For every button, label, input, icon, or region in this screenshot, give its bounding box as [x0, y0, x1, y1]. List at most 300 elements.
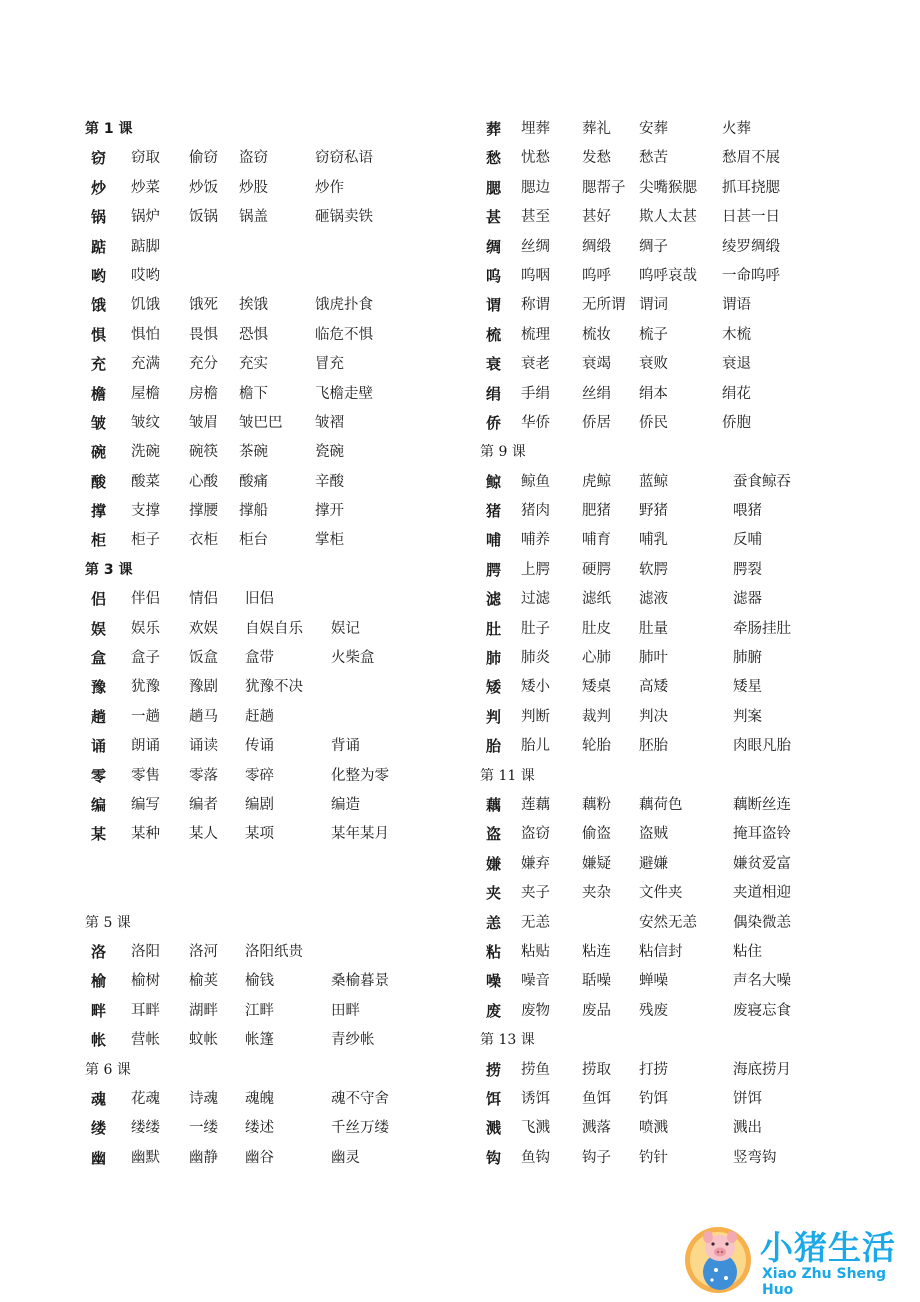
vocab-word: 文件夹 [639, 885, 683, 902]
vocab-word: 炒菜 [131, 179, 160, 196]
vocab-character: 判 [486, 707, 502, 726]
vocab-word: 盗窃 [521, 826, 550, 843]
vocab-row [85, 174, 465, 203]
vocab-word: 腮边 [521, 179, 550, 196]
vocab-word: 发愁 [582, 150, 611, 167]
vocab-word: 千丝万缕 [331, 1120, 389, 1137]
vocab-word: 窃窃私语 [315, 150, 373, 167]
vocab-word: 上腭 [521, 561, 550, 578]
vocab-word: 偶染微恙 [733, 914, 791, 931]
vocab-word: 榆树 [131, 973, 160, 990]
vocab-word: 粘信封 [639, 943, 683, 960]
vocab-word: 判决 [639, 708, 668, 725]
vocab-word: 裁判 [582, 708, 611, 725]
vocab-row [85, 144, 465, 173]
vocab-word: 某人 [189, 826, 218, 843]
vocab-word: 肺腑 [733, 650, 762, 667]
vocab-word: 柜子 [131, 532, 160, 549]
vocab-word: 洛阳纸贵 [245, 943, 303, 960]
lesson-title: 第 5 课 [85, 914, 131, 931]
vocab-word: 硬腭 [582, 561, 611, 578]
vocab-row [85, 321, 465, 350]
vocab-word: 柜台 [239, 532, 268, 549]
vocab-character: 钩 [486, 1148, 502, 1167]
vocab-character: 幽 [91, 1148, 107, 1167]
vocab-word: 某项 [245, 826, 274, 843]
vocab-word: 滤液 [639, 591, 668, 608]
vocab-row [480, 526, 880, 555]
vocab-word: 粘连 [582, 943, 611, 960]
vocab-word: 木梳 [722, 326, 751, 343]
vocab-word: 窃取 [131, 150, 160, 167]
vocab-word: 犹豫 [131, 679, 160, 696]
vocab-word: 钓针 [639, 1149, 668, 1166]
vocab-word: 无恙 [521, 914, 550, 931]
vocab-character: 衰 [486, 355, 502, 374]
vocab-word: 掩耳盗铃 [733, 826, 791, 843]
vocab-word: 江畔 [245, 1002, 274, 1019]
vocab-word: 田畔 [331, 1002, 360, 1019]
vocab-word: 鱼饵 [582, 1090, 611, 1107]
vocab-row [480, 1114, 880, 1143]
vocab-row [480, 1056, 880, 1085]
vocab-word: 房檐 [189, 385, 218, 402]
vocab-word: 偷窃 [189, 150, 218, 167]
vocab-word: 旧侣 [245, 591, 274, 608]
vocab-word: 皱巴巴 [239, 414, 283, 431]
vocab-word: 夹子 [521, 885, 550, 902]
vocab-character: 柜 [91, 531, 107, 550]
vocab-word: 编者 [189, 796, 218, 813]
vocab-word: 呜咽 [521, 267, 550, 284]
lesson-title: 第 1 课 [85, 121, 133, 137]
vocab-word: 腮帮子 [582, 179, 626, 196]
vocab-row [85, 762, 465, 791]
vocab-word: 踮脚 [131, 238, 160, 255]
vocab-word: 皱褶 [315, 414, 344, 431]
vocab-character: 粘 [486, 942, 502, 961]
vocab-word: 茶碗 [239, 444, 268, 461]
vocab-word: 诱饵 [521, 1090, 550, 1107]
vocab-word: 挨饿 [239, 297, 268, 314]
vocab-word: 抓耳挠腮 [722, 179, 780, 196]
vocab-character: 编 [91, 795, 107, 814]
vocab-word: 欺人太甚 [639, 209, 697, 226]
vocab-word: 肉眼凡胎 [733, 738, 791, 755]
vocab-row [480, 909, 880, 938]
vocab-word: 莲藕 [521, 796, 550, 813]
vocab-character: 榆 [91, 972, 107, 991]
vocab-row [85, 1026, 465, 1055]
vocab-character: 洛 [91, 942, 107, 961]
vocab-row [480, 174, 880, 203]
vocab-word: 幽谷 [245, 1149, 274, 1166]
vocab-word: 湖畔 [189, 1002, 218, 1019]
vocab-word: 判断 [521, 708, 550, 725]
vocab-character: 哟 [91, 266, 107, 285]
section-gap [85, 850, 465, 909]
vocab-character: 腭 [486, 560, 502, 579]
vocab-word: 洛阳 [131, 943, 160, 960]
vocab-word: 甚至 [521, 209, 550, 226]
vocab-word: 绢花 [722, 385, 751, 402]
vocab-word: 腭裂 [733, 561, 762, 578]
vocab-row [85, 732, 465, 761]
vocab-word: 衰竭 [582, 356, 611, 373]
vocab-character: 侣 [91, 590, 107, 609]
vocab-character: 滤 [486, 590, 502, 609]
pig-mascot-icon [682, 1220, 754, 1296]
vocab-row [480, 791, 880, 820]
vocab-word: 碗筷 [189, 444, 218, 461]
vocab-word: 海底捞月 [733, 1061, 791, 1078]
vocab-word: 砸锅卖铁 [315, 209, 373, 226]
vocab-row [85, 262, 465, 291]
vocab-word: 肚量 [639, 620, 668, 637]
vocab-word: 高矮 [639, 679, 668, 696]
vocab-row [480, 380, 880, 409]
vocab-word: 辛酸 [315, 473, 344, 490]
vocab-character: 侨 [486, 413, 502, 432]
vocab-row [480, 997, 880, 1026]
vocab-word: 趟马 [189, 708, 218, 725]
vocab-word: 尖嘴猴腮 [639, 179, 697, 196]
vocab-word: 畏惧 [189, 326, 218, 343]
vocab-word: 谓语 [722, 297, 751, 314]
vocab-word: 粘住 [733, 943, 762, 960]
vocab-character: 盒 [91, 649, 107, 668]
vocab-character: 绸 [486, 237, 502, 256]
vocab-word: 矮星 [733, 679, 762, 696]
vocab-word: 一命呜呼 [722, 267, 780, 284]
vocab-word: 矮小 [521, 679, 550, 696]
vocab-word: 火柴盒 [331, 650, 375, 667]
vocab-word: 夹道相迎 [733, 885, 791, 902]
vocab-word: 嫌弃 [521, 855, 550, 872]
vocab-row [480, 1085, 880, 1114]
vocab-row [480, 1144, 880, 1173]
vocab-word: 废品 [582, 1002, 611, 1019]
vocab-word: 轮胎 [582, 738, 611, 755]
vocab-word: 撑船 [239, 503, 268, 520]
vocab-word: 软腭 [639, 561, 668, 578]
vocab-word: 衰败 [639, 356, 668, 373]
vocab-character: 梳 [486, 325, 502, 344]
vocab-word: 肥猪 [582, 503, 611, 520]
vocab-row [85, 615, 465, 644]
vocab-word: 饿虎扑食 [315, 297, 373, 314]
vocab-row [480, 233, 880, 262]
vocab-row [480, 350, 880, 379]
vocab-word: 魂不守舍 [331, 1090, 389, 1107]
vocab-word: 废物 [521, 1002, 550, 1019]
vocab-word: 魂魄 [245, 1090, 274, 1107]
vocab-word: 衰退 [722, 356, 751, 373]
vocab-row [85, 791, 465, 820]
vocab-word: 丝绢 [582, 385, 611, 402]
vocab-row [85, 585, 465, 614]
vocab-word: 蚊帐 [189, 1032, 218, 1049]
vocab-word: 梳理 [521, 326, 550, 343]
vocab-word: 称谓 [521, 297, 550, 314]
vocab-row [480, 644, 880, 673]
vocab-word: 虎鲸 [582, 473, 611, 490]
vocab-word: 野猪 [639, 503, 668, 520]
vocab-word: 梳子 [639, 326, 668, 343]
vocab-word: 鲸鱼 [521, 473, 550, 490]
vocab-word: 充实 [239, 356, 268, 373]
vocab-row [480, 850, 880, 879]
vocab-character: 恙 [486, 913, 502, 932]
vocab-row [85, 644, 465, 673]
vocab-word: 帐篷 [245, 1032, 274, 1049]
vocab-row [85, 203, 465, 232]
vocab-character: 嫌 [486, 854, 502, 873]
vocab-word: 掌柜 [315, 532, 344, 549]
vocab-word: 撑腰 [189, 503, 218, 520]
vocab-word: 竖弯钩 [733, 1149, 777, 1166]
lesson-title: 第 3 课 [85, 561, 133, 578]
vocab-word: 绫罗绸缎 [722, 238, 780, 255]
vocab-word: 火葬 [722, 121, 751, 137]
vocab-word: 甚好 [582, 209, 611, 226]
vocab-row [480, 115, 880, 144]
vocab-word: 惧怕 [131, 326, 160, 343]
vocab-word: 藕断丝连 [733, 796, 791, 813]
vocab-word: 瓷碗 [315, 444, 344, 461]
vocab-character: 炒 [91, 178, 107, 197]
vocab-row [480, 409, 880, 438]
vocab-word: 反哺 [733, 532, 762, 549]
vocab-word: 丝绸 [521, 238, 550, 255]
vocab-word: 藕荷色 [639, 796, 683, 813]
vocab-word: 桑榆暮景 [331, 973, 389, 990]
vocab-character: 捞 [486, 1060, 502, 1079]
vocab-row [85, 409, 465, 438]
vocab-word: 幽静 [189, 1149, 218, 1166]
brand-logo [682, 1218, 914, 1298]
vocab-character: 废 [486, 1001, 502, 1020]
vocab-row [85, 997, 465, 1026]
vocab-character: 豫 [91, 678, 107, 697]
vocab-word: 埋葬 [521, 121, 550, 137]
vocab-word: 饭锅 [189, 209, 218, 226]
vocab-word: 绸缎 [582, 238, 611, 255]
vocab-character: 娱 [91, 619, 107, 638]
vocab-character: 皱 [91, 413, 107, 432]
vocab-word: 肺炎 [521, 650, 550, 667]
vocab-word: 声名大噪 [733, 973, 791, 990]
vocab-word: 钩子 [582, 1149, 611, 1166]
vocab-row [480, 967, 880, 996]
vocab-word: 绢本 [639, 385, 668, 402]
vocab-word: 一趟 [131, 708, 160, 725]
vocab-row [480, 321, 880, 350]
vocab-word: 蚕食鲸吞 [733, 473, 791, 490]
vocab-row [480, 820, 880, 849]
vocab-word: 飞溅 [521, 1120, 550, 1137]
vocab-word: 哺养 [521, 532, 550, 549]
lesson-title: 第 11 课 [480, 767, 535, 784]
vocab-character: 踮 [91, 237, 107, 256]
vocab-row [480, 938, 880, 967]
vocab-word: 安葬 [639, 121, 668, 137]
vocab-word: 撑开 [315, 503, 344, 520]
vocab-word: 背诵 [331, 738, 360, 755]
vocab-word: 肚子 [521, 620, 550, 637]
vocab-word: 饭盒 [189, 650, 218, 667]
vocab-word: 榆荚 [189, 973, 218, 990]
vocab-word: 钓饵 [639, 1090, 668, 1107]
vocab-word: 偷盗 [582, 826, 611, 843]
vocab-word: 愁苦 [639, 150, 668, 167]
vocab-word: 谓词 [639, 297, 668, 314]
vocab-character: 葬 [486, 120, 502, 138]
vocab-word: 恐惧 [239, 326, 268, 343]
vocab-word: 手绢 [521, 385, 550, 402]
vocab-word: 某种 [131, 826, 160, 843]
vocab-word: 洗碗 [131, 444, 160, 461]
vocab-word: 赶趟 [245, 708, 274, 725]
vocab-word: 飞檐走壁 [315, 385, 373, 402]
vocab-word: 支撑 [131, 503, 160, 520]
vocab-word: 皱眉 [189, 414, 218, 431]
vocab-row [85, 291, 465, 320]
vocab-character: 檐 [91, 384, 107, 403]
vocab-word: 蓝鲸 [639, 473, 668, 490]
vocab-word: 盒带 [245, 650, 274, 667]
vocab-word: 炒作 [315, 179, 344, 196]
vocab-word: 豫剧 [189, 679, 218, 696]
vocab-word: 洛河 [189, 943, 218, 960]
vocab-character: 诵 [91, 737, 107, 756]
vocab-character: 噪 [486, 972, 502, 991]
vocab-word: 编写 [131, 796, 160, 813]
vocab-word: 衰老 [521, 356, 550, 373]
vocab-word: 过滤 [521, 591, 550, 608]
vocab-word: 猪肉 [521, 503, 550, 520]
vocab-word: 嫌贫爱富 [733, 855, 791, 872]
vocab-character: 缕 [91, 1119, 107, 1138]
vocab-word: 心肺 [582, 650, 611, 667]
vocab-word: 幽灵 [331, 1149, 360, 1166]
vocab-word: 梳妆 [582, 326, 611, 343]
vocab-character: 夹 [486, 884, 502, 903]
vocab-word: 酸痛 [239, 473, 268, 490]
vocab-word: 心酸 [189, 473, 218, 490]
vocab-row [85, 967, 465, 996]
vocab-word: 朗诵 [131, 738, 160, 755]
vocab-word: 耳畔 [131, 1002, 160, 1019]
vocab-word: 锅盖 [239, 209, 268, 226]
vocab-word: 编剧 [245, 796, 274, 813]
vocab-row [480, 144, 880, 173]
vocab-word: 炒饭 [189, 179, 218, 196]
vocab-row [85, 233, 465, 262]
vocab-row [480, 262, 880, 291]
vocab-row [480, 585, 880, 614]
vocab-word: 安然无恙 [639, 914, 697, 931]
vocab-row [480, 291, 880, 320]
vocab-word: 饥饿 [131, 297, 160, 314]
vocab-word: 冒充 [315, 356, 344, 373]
vocab-word: 零售 [131, 767, 160, 784]
vocab-word: 伴侣 [131, 591, 160, 608]
vocab-character: 谓 [486, 296, 502, 315]
vocab-word: 情侣 [189, 591, 218, 608]
vocab-word: 编造 [331, 796, 360, 813]
vocab-word: 捞鱼 [521, 1061, 550, 1078]
vocab-word: 哺育 [582, 532, 611, 549]
vocab-word: 嫌疑 [582, 855, 611, 872]
vocab-word: 粘贴 [521, 943, 550, 960]
vocab-character: 某 [91, 825, 107, 844]
vocab-character: 魂 [91, 1089, 107, 1108]
vocab-word: 诗魂 [189, 1090, 218, 1107]
vocab-word: 打捞 [639, 1061, 668, 1078]
vocab-word: 葬礼 [582, 121, 611, 137]
vocab-row [85, 703, 465, 732]
vocab-word: 酸菜 [131, 473, 160, 490]
vocab-word: 娱乐 [131, 620, 160, 637]
vocab-row [85, 938, 465, 967]
vocab-word: 溅出 [733, 1120, 762, 1137]
vocab-character: 肺 [486, 649, 502, 668]
vocab-row [85, 526, 465, 555]
vocab-word: 滤纸 [582, 591, 611, 608]
vocab-row [85, 380, 465, 409]
vocab-word: 饿死 [189, 297, 218, 314]
vocab-row [480, 732, 880, 761]
vocab-character: 盗 [486, 825, 502, 844]
vocab-character: 锅 [91, 208, 107, 227]
vocab-word: 胎儿 [521, 738, 550, 755]
vocab-character: 呜 [486, 266, 502, 285]
vocab-character: 鲸 [486, 472, 502, 491]
logo-name: 小猪生活 [760, 1228, 896, 1267]
vocab-word: 饼饵 [733, 1090, 762, 1107]
vocab-word: 滤器 [733, 591, 762, 608]
vocab-word: 哺乳 [639, 532, 668, 549]
vocab-character: 甚 [486, 208, 502, 227]
vocab-word: 皱纹 [131, 414, 160, 431]
vocab-word: 充满 [131, 356, 160, 373]
vocab-row [480, 497, 880, 526]
vocab-word: 临危不惧 [315, 326, 373, 343]
vocab-word: 胚胎 [639, 738, 668, 755]
vocab-word: 衣柜 [189, 532, 218, 549]
vocab-character: 惧 [91, 325, 107, 344]
vocab-word: 零碎 [245, 767, 274, 784]
vocab-row [85, 1144, 465, 1173]
vocab-row [85, 1114, 465, 1143]
vocab-character: 胎 [486, 737, 502, 756]
vocab-word: 废寝忘食 [733, 1002, 791, 1019]
vocab-character: 饿 [91, 296, 107, 315]
vocab-row [85, 350, 465, 379]
vocab-word: 华侨 [521, 414, 550, 431]
vocab-character: 绢 [486, 384, 502, 403]
vocab-word: 盒子 [131, 650, 160, 667]
vocab-word: 捞取 [582, 1061, 611, 1078]
vocab-word: 充分 [189, 356, 218, 373]
vocab-word: 盗窃 [239, 150, 268, 167]
vocab-row [85, 468, 465, 497]
vocab-word: 藕粉 [582, 796, 611, 813]
vocab-character: 猪 [486, 502, 502, 521]
vocab-character: 撑 [91, 502, 107, 521]
lesson-title: 第 6 课 [85, 1061, 131, 1078]
